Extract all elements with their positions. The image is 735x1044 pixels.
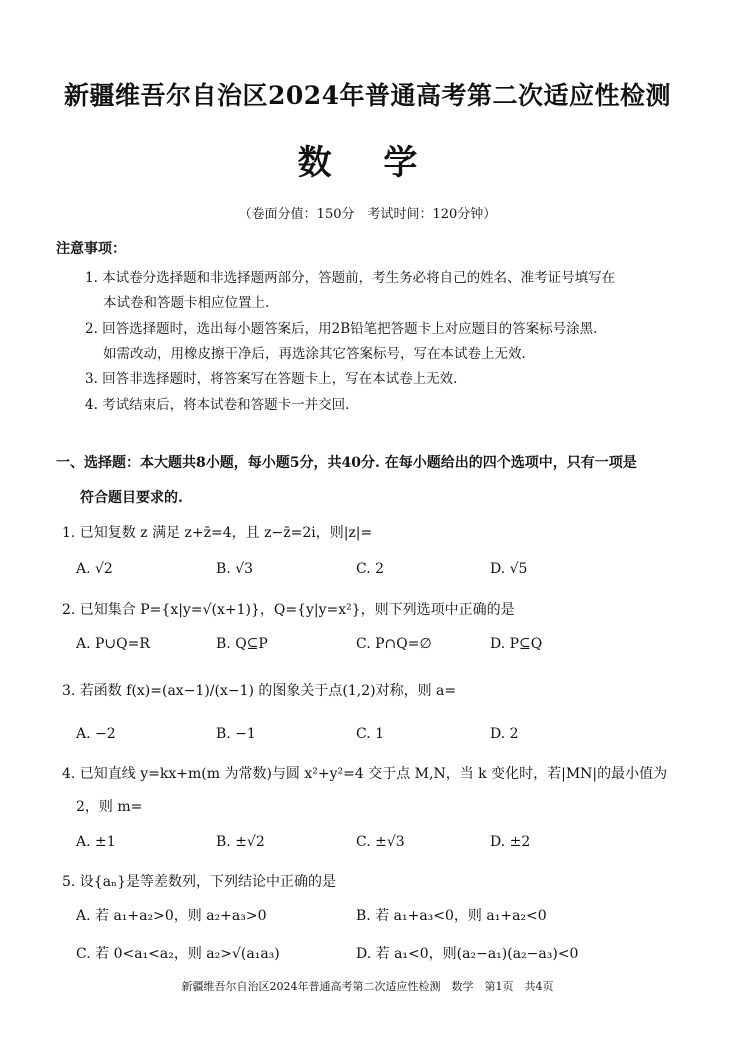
q3-option-c: C. 1 [356,726,385,742]
q4-option-d: D. ±2 [490,834,531,850]
notice-heading: 注意事项： [56,241,126,257]
q2-option-c: C. P∩Q=∅ [356,636,432,652]
q1-option-d: D. √5 [490,561,528,577]
exam-info: （卷面分值：150分 考试时间：120分钟） [238,207,497,222]
section-heading-cont: 符合题目要求的. [80,490,183,506]
q2-option-d: D. P⊆Q [490,636,543,652]
subject-title: 数 学 [297,143,438,183]
exam-title: 新疆维吾尔自治区2024年普通高考第二次适应性检测 [63,81,672,110]
question-1-stem: 1. 已知复数 z 满足 z+z̄=4，且 z−z̄=2i，则|z|= [62,525,373,541]
q2-option-a: A. P∪Q=R [76,636,150,652]
question-3-stem: 3. 若函数 f(x)=(ax−1)/(x−1) 的图象关于点(1,2)对称，则 a= [62,683,457,699]
q5-option-c: C. 若 0<a₁<a₂，则 a₂>√(a₁a₃) [76,946,280,962]
q1-option-a: A. √2 [76,561,113,577]
notice-item-1-cont: 本试卷和答题卡相应位置上. [103,295,270,311]
q5-option-a: A. 若 a₁+a₂>0，则 a₂+a₃>0 [76,908,267,924]
notice-item-3: 3. 回答非选择题时，将答案写在答题卡上，写在本试卷上无效. [85,371,458,387]
question-2-stem: 2. 已知集合 P={x|y=√(x+1)}，Q={y|y=x²}，则下列选项中正确的是 [62,602,515,618]
notice-item-4: 4. 考试结束后，将本试卷和答题卡一并交回. [85,397,350,413]
q4-option-c: C. ±√3 [356,834,405,850]
q3-option-b: B. −1 [216,726,256,742]
notice-item-2: 2. 回答选择题时，选出每小题答案后，用2B铅笔把答题卡上对应题目的答案标号涂黑. [85,321,598,337]
page-footer: 新疆维吾尔自治区2024年普通高考第二次适应性检测 数学 第1页 共4页 [181,980,554,993]
q5-option-b: B. 若 a₁+a₃<0，则 a₁+a₂<0 [356,908,547,924]
q2-option-b: B. Q⊆P [216,636,268,652]
notice-item-2-cont: 如需改动，用橡皮擦干净后，再选涂其它答案标号，写在本试卷上无效. [103,346,526,362]
section-heading: 一、选择题：本大题共8小题，每小题5分，共40分. 在每小题给出的四个选项中，只有一项是 [56,455,637,471]
q1-option-c: C. 2 [356,561,385,577]
q4-option-b: B. ±√2 [216,834,265,850]
notice-item-1: 1. 本试卷分选择题和非选择题两部分，答题前，考生务必将自己的姓名、准考证号填写在 [85,270,616,286]
q5-option-d: D. 若 a₁<0，则(a₂−a₁)(a₂−a₃)<0 [356,946,579,962]
question-4-stem: 4. 已知直线 y=kx+m(m 为常数)与圆 x²+y²=4 交于点 M,N，当 k 变化时，若|MN|的最小值为 [62,766,668,782]
q3-option-a: A. −2 [76,726,116,742]
q1-option-b: B. √3 [216,561,254,577]
q3-option-d: D. 2 [490,726,519,742]
question-5-stem: 5. 设{aₙ}是等差数列，下列结论中正确的是 [62,874,337,890]
q4-option-a: A. ±1 [76,834,116,850]
question-4-stem-cont: 2，则 m= [76,799,143,815]
